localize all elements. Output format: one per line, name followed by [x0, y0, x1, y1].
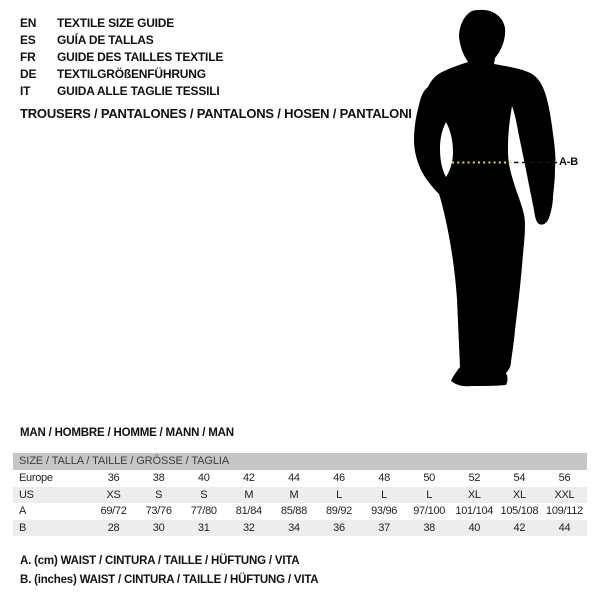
size-table-header: SIZE / TALLA / TAILLE / GRÖSSE / TAGLIA	[13, 453, 587, 470]
table-row-b-inches	[13, 520, 587, 537]
size-cell: 42	[513, 521, 526, 534]
size-cell: 42	[242, 472, 255, 485]
row-label: A	[19, 505, 27, 518]
size-cell: L	[381, 488, 387, 501]
size-cell: 109/112	[546, 505, 583, 518]
footnote-b-inches: B. (inches) WAIST / CINTURA / TAILLE / HÜFTUNG / VITA	[20, 573, 319, 586]
waist-measure-label: A-B	[559, 156, 578, 168]
language-guide	[20, 15, 223, 100]
size-cell: 46	[333, 472, 345, 485]
size-cell: 48	[378, 472, 390, 485]
size-cell: 93/96	[371, 505, 398, 518]
size-cell: 105/108	[500, 505, 539, 518]
language-code: DE	[20, 67, 37, 81]
size-cell: 36	[107, 472, 120, 485]
size-cell: 54	[513, 472, 526, 485]
size-cell: 97/100	[413, 505, 446, 518]
table-row-us	[13, 487, 587, 504]
language-label: TEXTILE SIZE GUIDE	[57, 16, 175, 30]
size-cell: L	[426, 488, 433, 501]
size-cell: 44	[558, 521, 571, 534]
language-row-es	[20, 32, 223, 49]
man-silhouette-path	[414, 10, 555, 386]
size-cell: L	[336, 488, 342, 501]
man-silhouette	[405, 0, 600, 395]
size-cell: 31	[197, 521, 210, 534]
size-cell: 85/88	[280, 505, 307, 518]
size-cell: S	[155, 488, 163, 501]
size-cell: 37	[378, 521, 390, 534]
size-cell: M	[289, 488, 299, 501]
size-cell: 89/92	[325, 505, 352, 518]
footnotes	[20, 552, 318, 589]
size-cell: 69/72	[100, 505, 127, 518]
size-cell: XL	[467, 488, 481, 501]
language-label: GUIDA ALLE TAGLIE TESSILI	[57, 84, 220, 98]
language-row-de	[20, 66, 223, 83]
size-cell: 38	[152, 472, 165, 485]
size-cell: 56	[558, 472, 571, 485]
category-title: TROUSERS / PANTALONES / PANTALONS / HOSEN / PANTALONI	[20, 106, 412, 121]
language-code: FR	[20, 50, 36, 64]
size-cell: 38	[423, 521, 435, 534]
size-cell: 36	[333, 521, 345, 534]
size-cell: XL	[512, 488, 526, 501]
size-cell: 77/80	[190, 505, 217, 518]
size-table	[13, 453, 587, 536]
size-cell: 40	[197, 472, 210, 485]
language-row-en	[20, 15, 223, 32]
size-cell: 30	[152, 521, 165, 534]
table-row-a-cm	[13, 503, 587, 520]
size-cell: 34	[288, 521, 300, 534]
row-label: Europe	[19, 472, 53, 485]
size-cell: 81/84	[235, 505, 262, 518]
section-title-man: MAN / HOMBRE / HOMME / MANN / MAN	[20, 427, 234, 439]
size-cell: 73/76	[145, 505, 172, 518]
language-row-it	[20, 83, 223, 100]
size-cell: 32	[242, 521, 255, 534]
row-label: B	[19, 521, 27, 534]
table-row-europe	[13, 470, 587, 487]
language-code: ES	[20, 33, 36, 47]
language-code: IT	[20, 84, 31, 98]
size-cell: 28	[107, 521, 120, 534]
size-cell: M	[244, 488, 254, 501]
size-cell: S	[200, 488, 208, 501]
size-cell: 44	[288, 472, 300, 485]
size-cell: XS	[106, 488, 121, 501]
footnote-a-cm: A. (cm) WAIST / CINTURA / TAILLE / HÜFTUNG / VITA	[20, 555, 300, 567]
language-label: GUÍA DE TALLAS	[57, 33, 154, 47]
language-row-fr	[20, 49, 223, 66]
language-label: TEXTILGRÖßENFÜHRUNG	[57, 67, 206, 81]
language-label: GUIDE DES TAILLES TEXTILE	[57, 50, 224, 64]
row-label: US	[19, 488, 34, 501]
size-cell: 40	[468, 521, 481, 534]
language-code: EN	[20, 16, 37, 30]
size-cell: 101/104	[455, 505, 494, 518]
size-cell: 52	[468, 472, 481, 485]
size-cell: XXL	[554, 488, 575, 501]
size-cell: 50	[423, 472, 435, 485]
